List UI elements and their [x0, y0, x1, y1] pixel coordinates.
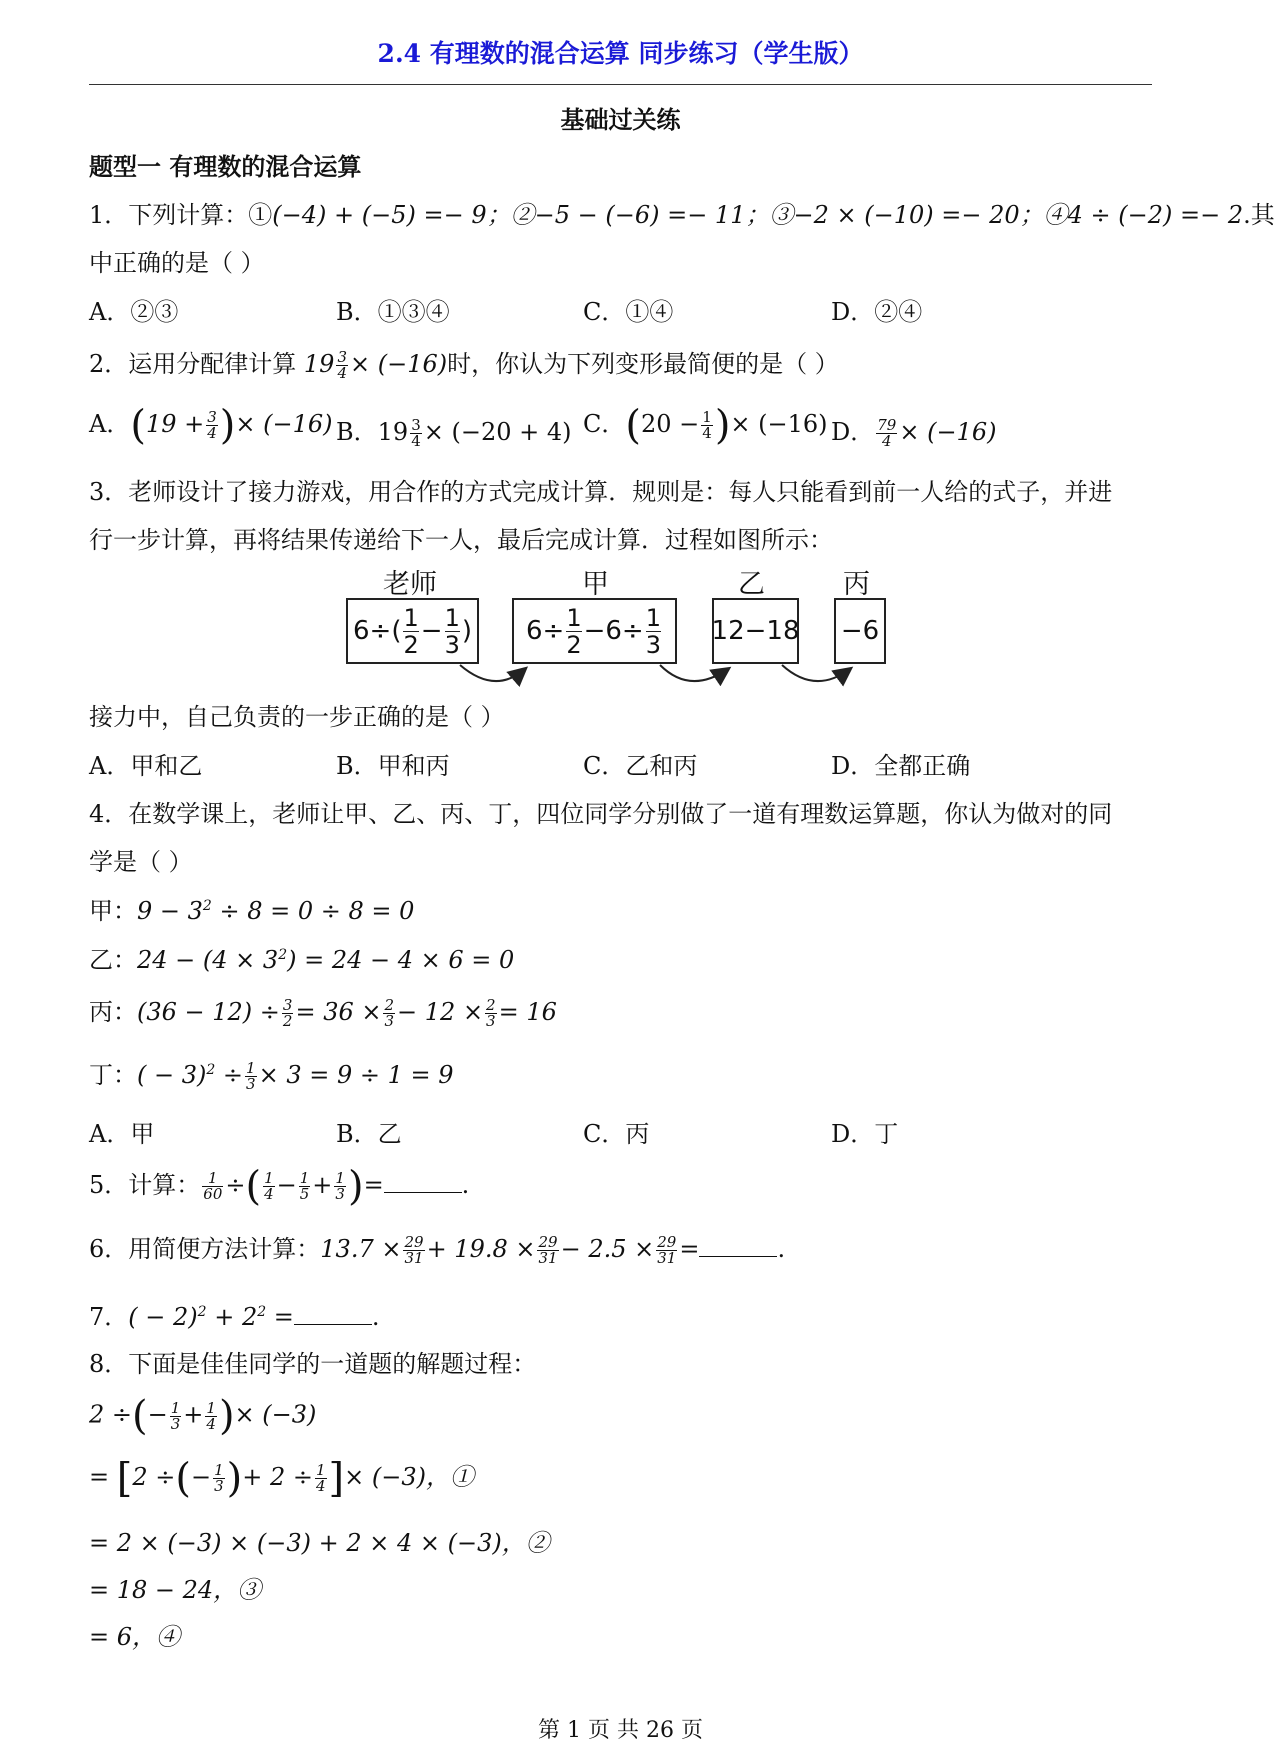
arrow-3 [782, 665, 850, 681]
q5-stem: 5．计算： $\frac{1}{60}$ ÷( $\frac{1}{4}$ − $\frac{1}{5}$ + $\frac{1}{3}$ )= . [89, 1163, 470, 1210]
q4-stem: 4．在数学课上，老师让甲、乙、丙、丁，四位同学分别做了一道有理数运算题，你认为做对的同 [89, 800, 1113, 828]
q6-stem: 6．用简便方法计算：13.7 × $\frac{29}{31}$ + 19.8 × $\frac{29}{31}$ − 2.5 × $\frac{29}{31}$ = . [89, 1233, 786, 1267]
q2-option-a[interactable]: A．(19 + $\frac{3}{4}$ )× (−16) [89, 402, 333, 449]
document-title: 2.4 有理数的混合运算 同步练习（学生版） [377, 39, 864, 68]
q4-jia: 甲：$9 - 3^2 \div 8 = 0 \div 8 = 0$ [89, 897, 415, 925]
q4-ding: 丁：( − 3)$^2$ ÷ $\frac{1}{3}$ × 3 = 9 ÷ 1 = 9 [89, 1059, 454, 1093]
page-number: 第 1 页 共 26 页 [538, 1718, 703, 1743]
q4-stem-cont: 学是（ ） [89, 848, 193, 876]
q3-stem-cont: 行一步计算，再将结果传递给下一人，最后完成计算．过程如图所示： [89, 526, 833, 554]
section-title: 基础过关练 [560, 105, 681, 134]
arrow-1 [460, 665, 525, 681]
q4-option-c[interactable]: C．丙 [583, 1120, 650, 1148]
q4-option-b[interactable]: B．乙 [336, 1120, 402, 1148]
q8-step-0: 2 ÷(− $\frac{1}{3}$ + $\frac{1}{4}$ )× (−3) [89, 1393, 317, 1439]
question-type-heading: 题型一 有理数的混合运算 [89, 152, 362, 181]
q7-answer-blank[interactable] [294, 1304, 372, 1325]
diagram-label-teacher: 老师 [383, 569, 437, 600]
q3-stem: 3．老师设计了接力游戏，用合作的方式完成计算．规则是：每人只能看到前一人给的式子，并进 [89, 478, 1113, 506]
q1-option-a[interactable]: A．②③ [89, 298, 179, 326]
q1-option-b[interactable]: B．①③④ [336, 298, 450, 326]
q3-option-b[interactable]: B．甲和丙 [336, 752, 450, 780]
q1-stem-cont: 中正确的是（ ） [89, 249, 265, 277]
q4-option-d[interactable]: D．丁 [831, 1120, 899, 1148]
q2-stem: 2．运用分配律计算 19 $\frac{3}{4}$ × (−16)时，你认为下列变形最简便的是（ ） [89, 348, 839, 382]
q1-stem: 1．下列计算：①(−4) + (−5) =− 9；②−5 − (−6) =− 11；③−2 × (−10) =− 20；④4 ÷ (−2) =− 2.其 [89, 201, 1275, 229]
diagram-label-yi: 乙 [738, 569, 765, 600]
q5-answer-blank[interactable] [384, 1172, 462, 1193]
q2-option-c[interactable]: C．(20 − $\frac{1}{4}$ )× (−16) [583, 402, 828, 449]
arrow-2 [660, 665, 728, 681]
diagram-box-yi: 12−18 [712, 598, 799, 664]
q8-step-1: = [2 ÷(− $\frac{1}{3}$ )+ 2 ÷ $\frac{1}{4}$ ]× (−3)，① [89, 1455, 474, 1502]
q3-option-a[interactable]: A．甲和乙 [89, 752, 203, 780]
diagram-box-teacher: 6÷( 1 2 − $\frac{1}{3}$ ) [346, 598, 479, 664]
q2-option-d[interactable]: D． $\frac{79}{4}$ × (−16) [831, 416, 997, 450]
q8-step-2: = 2 × (−3) × (−3) + 2 × 4 × (−3)，② [89, 1529, 550, 1557]
q8-stem: 8．下面是佳佳同学的一道题的解题过程： [89, 1350, 537, 1378]
q3-option-d[interactable]: D．全都正确 [831, 752, 971, 780]
q4-bing: 丙：(36 − 12) ÷ $\frac{3}{2}$ = 36 × $\frac{2}{3}$ − 12 × $\frac{2}{3}$ = 16 [89, 996, 557, 1030]
q3-option-c[interactable]: C．乙和丙 [583, 752, 698, 780]
q4-option-a[interactable]: A．甲 [89, 1120, 155, 1148]
diagram-arrows [440, 655, 860, 695]
diagram-box-bing: −6 [834, 598, 886, 664]
q8-step-3: = 18 − 24，③ [89, 1576, 262, 1604]
diagram-label-jia: 甲 [582, 569, 609, 600]
q8-step-4: = 6，④ [89, 1623, 181, 1651]
q1-option-d[interactable]: D．②④ [831, 298, 923, 326]
diagram-label-bing: 丙 [843, 569, 870, 600]
q3-question: 接力中，自己负责的一步正确的是（ ） [89, 703, 505, 731]
q2-option-b[interactable]: B．19 $\frac{3}{4}$ × (−20 + 4) [336, 416, 572, 450]
q4-yi: 乙：$24 - (4 \times 3^2) = 24 - 4 \times 6 = 0$ [89, 946, 515, 974]
diagram-box-jia: 6÷ $\frac{1}{2}$ −6÷ $\frac{1}{3}$ [512, 598, 677, 664]
q7-stem: 7．( − $2)^2 + 2^2$ = . [89, 1303, 380, 1331]
q1-option-c[interactable]: C．①④ [583, 298, 674, 326]
q6-answer-blank[interactable] [699, 1236, 777, 1257]
header-rule [89, 84, 1152, 85]
